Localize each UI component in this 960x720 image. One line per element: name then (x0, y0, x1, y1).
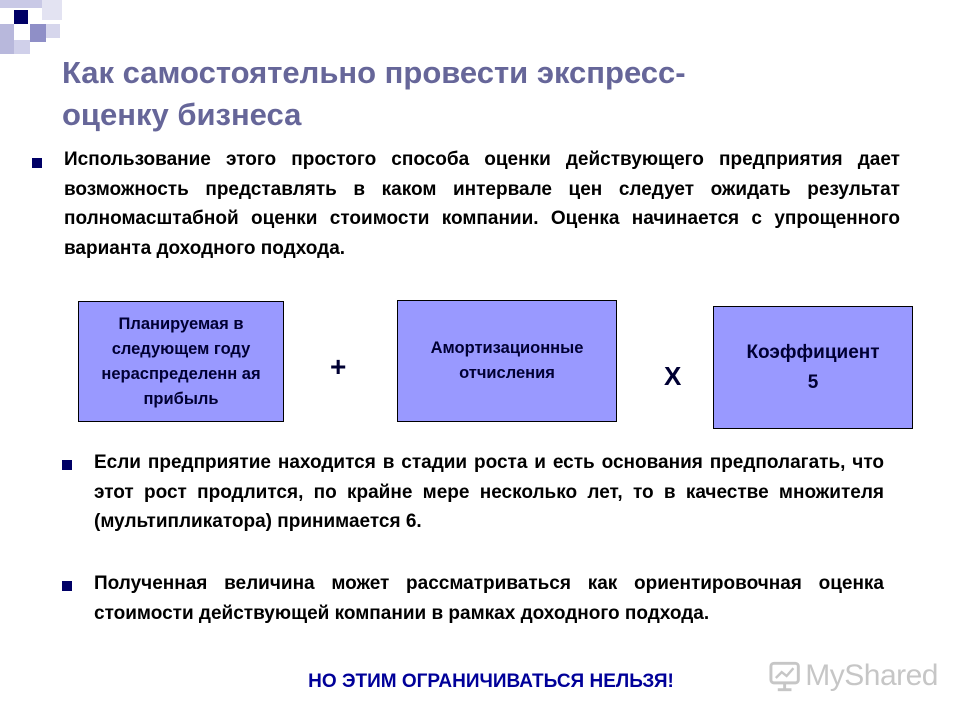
deco-square (14, 40, 30, 54)
bullet-icon (62, 460, 72, 470)
intro-paragraph: Использование этого простого способа оценки действующего предприятия дает возможность представлять в каком интервале цен следует ожидать результат полномасштабной оценки стоимости компании. Оценка начинается с упрощенного варианта доходного подхода. (64, 149, 900, 259)
multiply-operator: X (664, 361, 682, 391)
deco-square (30, 24, 46, 42)
title-line-1: Как самостоятельно провести экспресс- (62, 55, 686, 90)
deco-square (0, 24, 14, 54)
bullet-icon (62, 581, 72, 591)
deco-square (14, 10, 28, 24)
growth-bullet-text: Если предприятие находится в стадии роста и есть основания предполагать, что этот рост продлится, по крайне мере несколько лет, то в качестве множителя (мультипликатора) принимается 6. (94, 452, 884, 532)
watermark-text: MyShared (805, 659, 938, 692)
retained-profit-label: Планируемая в следующем году нераспределенн ая прибыль (101, 314, 261, 408)
coefficient-box (713, 306, 913, 429)
coefficient-value: 5 (807, 371, 819, 393)
presentation-board-icon (768, 659, 801, 693)
deco-square (0, 0, 42, 8)
coefficient-label: Коэффициент (746, 341, 880, 363)
warning-text: НО ЭТИМ ОГРАНИЧИВАТЬСЯ НЕЛЬЗЯ! (308, 671, 674, 692)
result-bullet-text: Полученная величина может рассматриваться как ориентировочная оценка стоимости действующей компании в рамках доходного подхода. (94, 573, 884, 624)
retained-profit-box (78, 301, 284, 422)
deco-square (42, 0, 62, 20)
deco-square (46, 24, 60, 38)
watermark (768, 655, 938, 697)
title-line-2: оценку бизнеса (62, 97, 302, 132)
depreciation-box (397, 300, 617, 422)
bullet-icon (32, 158, 42, 168)
depreciation-label: Амортизационные отчисления (430, 339, 584, 382)
plus-operator: + (330, 351, 347, 382)
page-title (62, 52, 882, 136)
